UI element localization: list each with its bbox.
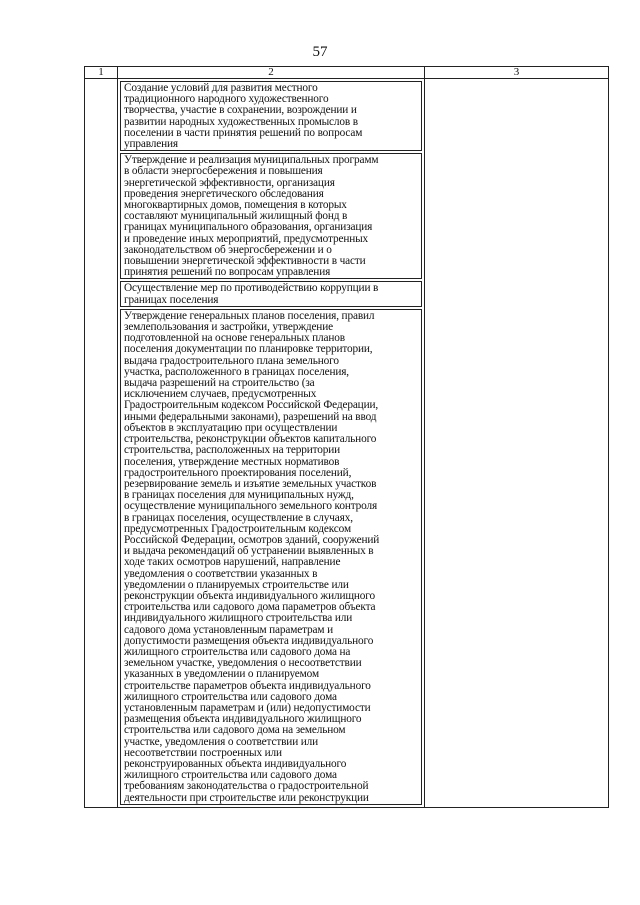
text-line: жилищного строительства или садового дома <box>124 690 337 703</box>
text-line: энергетической эффективности, организация <box>124 176 335 189</box>
text-line: допустимости размещения объекта индивидуального <box>124 634 374 647</box>
text-line: выдача градостроительного плана земельного <box>124 354 339 367</box>
function-block <box>120 153 422 279</box>
text-line: участка, расположенного в границах поселения, <box>124 365 349 378</box>
responsibility-table <box>84 66 609 808</box>
table-header-row <box>85 67 609 79</box>
function-block <box>120 309 422 805</box>
text-line: земельном участке, уведомления о несоответствии <box>124 657 362 670</box>
text-line: резервирование земель и изъятие земельных участков <box>124 477 377 490</box>
text-line: землепользования и застройки, утверждение <box>124 321 333 334</box>
text-line: многоквартирных домов, помещения в которых <box>124 199 347 212</box>
text-line: объектов в эксплуатацию при осуществлении <box>124 421 338 434</box>
text-line: поселении в части принятия решений по вопросам <box>124 126 363 139</box>
column-header-2: 2 <box>118 67 425 79</box>
text-line: границах муниципального образования, организация <box>124 221 373 234</box>
text-line: Утверждение и реализация муниципальных программ <box>124 154 379 167</box>
text-line: несоответствии построенных или <box>124 746 282 759</box>
text-line: участке, уведомления о соответствии или <box>124 735 319 748</box>
function-block <box>120 81 422 151</box>
text-line: строительства, реконструкции объектов капитального <box>124 433 377 446</box>
text-line: иными федеральными законами), разрешений на ввод <box>124 410 377 423</box>
text-line: управления <box>124 138 178 151</box>
text-line: традиционного народного художественного <box>124 93 329 106</box>
text-line: индивидуального жилищного строительства или <box>124 612 353 625</box>
text-line: требованиям законодательства о градостроительной <box>124 780 369 793</box>
text-line: в границах поселения для муниципальных нужд, <box>124 489 354 502</box>
text-line: реконструированных объекта индивидуального <box>124 757 347 770</box>
text-line: реконструкции объекта индивидуального жилищного <box>124 589 375 602</box>
text-line: Создание условий для развития местного <box>124 82 318 94</box>
text-line: строительства или садового дома на земельном <box>124 724 346 737</box>
text-line: законодательством об энергосбережении и о <box>124 243 332 256</box>
text-line: размещения объекта индивидуального жилищного <box>124 713 362 726</box>
function-block <box>120 281 422 306</box>
text-line: предусмотренных Градостроительным кодексом <box>124 522 351 535</box>
text-line: исключением случаев, предусмотренных <box>124 388 317 401</box>
text-line: Градостроительным кодексом Российской Федерации, <box>124 399 379 412</box>
text-line: и проведение иных мероприятий, предусмотренных <box>124 232 369 245</box>
text-line: осуществление муниципального земельного контроля <box>124 500 378 513</box>
text-line: проведения энергетического обследования <box>124 187 324 200</box>
page-number: 57 <box>312 44 328 60</box>
text-line: строительства или садового дома параметров объекта <box>124 601 376 614</box>
text-line: ходе таких осмотров нарушений, направление <box>124 556 341 569</box>
text-line: в границах поселения, осуществление в случаях, <box>124 511 353 524</box>
text-line: Российской Федерации, осмотров зданий, сооружений <box>124 533 380 546</box>
text-line: строительстве параметров объекта индивидуального <box>124 679 371 692</box>
text-line: поселения документации по планировке территории, <box>124 343 373 356</box>
text-line: повышении энергетической эффективности в части <box>124 255 366 268</box>
table-body-row <box>85 79 609 808</box>
function-blocks <box>120 81 422 805</box>
text-line: в области энергосбережения и повышения <box>124 165 323 178</box>
text-line: творчества, участие в сохранении, возрождении и <box>124 104 357 117</box>
text-line: деятельности при строительстве или реконструкции <box>124 791 369 804</box>
text-line: развитии народных художественных промыслов в <box>124 115 358 128</box>
text-line: Утверждение генеральных планов поселения, правил <box>124 309 375 322</box>
column-1-cell <box>85 79 118 808</box>
text-line: составляют муниципальный жилищный фонд в <box>124 210 348 223</box>
text-line: выдача разрешений на строительство (за <box>124 377 315 390</box>
text-line: установленным параметрам и (или) недопустимости <box>124 701 371 714</box>
column-header-1: 1 <box>85 67 118 79</box>
text-line: уведомлении о планируемых строительстве или <box>124 578 349 591</box>
text-line: жилищного строительства или садового дома <box>124 769 337 782</box>
column-3-cell <box>425 79 609 808</box>
text-line: строительства, расположенных на территории <box>124 444 341 457</box>
column-header-3: 3 <box>425 67 609 79</box>
text-line: указанных в уведомлении о планируемом <box>124 668 319 681</box>
text-line: садового дома установленным параметрам и <box>124 623 333 636</box>
text-line: поселения, утверждение местных нормативов <box>124 455 340 468</box>
text-line: уведомления о соответствии указанных в <box>124 567 318 580</box>
text-line: градостроительного проектирования поселений, <box>124 466 352 479</box>
text-line: подготовленной на основе генеральных планов <box>124 332 345 345</box>
column-2-cell <box>118 79 425 808</box>
text-line: Осуществление мер по противодействию коррупции в <box>124 282 379 295</box>
text-line: принятия решений по вопросам управления <box>124 266 331 279</box>
text-line: жилищного строительства или садового дома на <box>124 645 351 658</box>
text-line: и выдача рекомендаций об устранении выявленных в <box>124 545 374 558</box>
text-line: границах поселения <box>124 293 219 306</box>
